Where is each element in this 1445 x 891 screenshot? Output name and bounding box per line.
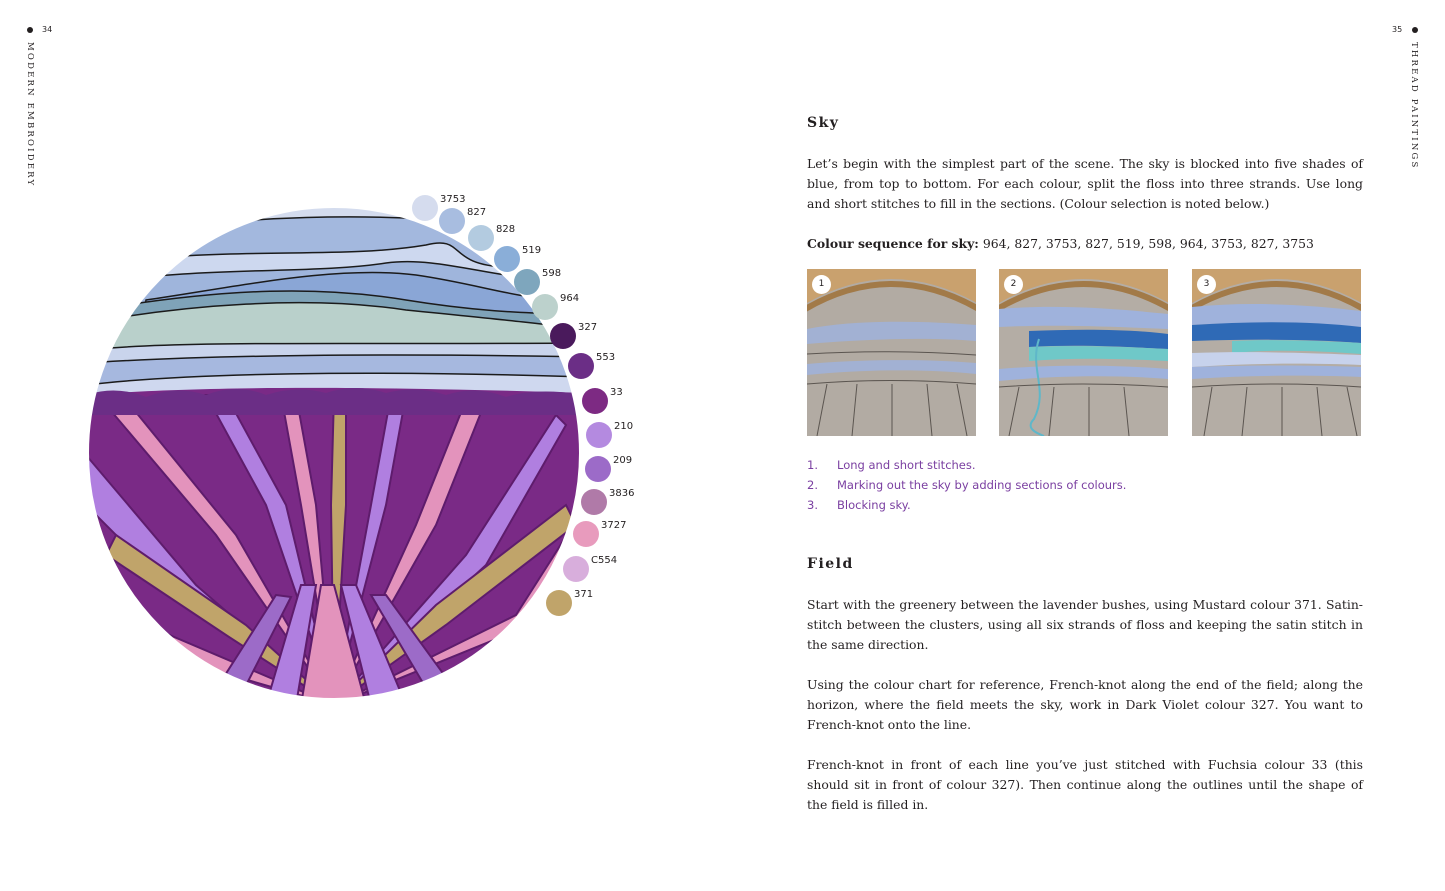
colour-sequence (807, 234, 1314, 254)
swatch-209 (585, 456, 611, 482)
page-number-left: 34 (42, 25, 53, 34)
swatch-label: 33 (610, 387, 623, 398)
photo-captions (807, 455, 1126, 515)
swatch-210 (586, 422, 612, 448)
folio-dot-left (27, 27, 33, 33)
running-head-right: THREAD PAINTINGS (1409, 42, 1419, 170)
caption-number: 3. (807, 498, 818, 512)
swatch-828 (468, 225, 494, 251)
running-head-left: MODERN EMBROIDERY (25, 42, 35, 188)
field-paragraph: Using the colour chart for reference, French-knot along the end of the field; along the horizon, where the field meets the sky, work in Dark Violet colour 327. You want to French-knot onto the line. (807, 677, 1363, 732)
swatch-label: 210 (614, 421, 634, 432)
swatch-label: 3836 (609, 488, 635, 499)
photo-2 (999, 269, 1168, 436)
swatch-327 (550, 323, 576, 349)
swatch-label: 827 (467, 207, 487, 218)
folio-dot-right (1412, 27, 1418, 33)
sky-heading: Sky (807, 115, 840, 131)
swatch-598 (514, 269, 540, 295)
photo-3-number: 3 (1197, 275, 1216, 294)
swatch-519 (494, 246, 520, 272)
field-paragraph: Start with the greenery between the lavender bushes, using Mustard colour 371. Satin-stitch between the clusters, using all six strands of floss and keeping the satin stitch in the same direction. (807, 597, 1363, 652)
swatch-371 (546, 590, 572, 616)
sky-paragraph-text: Let’s begin with the simplest part of the scene. The sky is blocked into five shades of blue, from top to bottom. For each colour, split the floss into three strands. Use long and short stitches to fill in the sections. (Colour selection is noted below.) (807, 156, 1363, 211)
swatch-553 (568, 353, 594, 379)
caption-text: Long and short stitches. (837, 458, 976, 472)
swatch-label: 828 (496, 224, 516, 235)
swatch-3753 (412, 195, 438, 221)
swatch-label: 209 (613, 455, 633, 466)
photo-1-number: 1 (812, 275, 831, 294)
caption-item (807, 455, 1126, 475)
swatch-33 (582, 388, 608, 414)
photo-2-number: 2 (1004, 275, 1023, 294)
swatch-964 (532, 294, 558, 320)
swatch-label: 964 (560, 293, 580, 304)
swatch-label: 327 (578, 322, 598, 333)
colour-sequence-label: Colour sequence for sky: (807, 236, 979, 251)
page-number-right: 35 (1392, 25, 1403, 34)
caption-number: 2. (807, 478, 818, 492)
swatch-3836 (581, 489, 607, 515)
swatch-label: 3727 (601, 520, 627, 531)
caption-text: Blocking sky. (837, 498, 911, 512)
caption-item (807, 475, 1126, 495)
swatch-3727 (573, 521, 599, 547)
swatch-827 (439, 208, 465, 234)
swatch-label: 553 (596, 352, 616, 363)
caption-number: 1. (807, 458, 818, 472)
sky-paragraph (807, 154, 1363, 214)
swatch-label: 598 (542, 268, 562, 279)
swatch-label: 3753 (440, 194, 466, 205)
swatch-C554 (563, 556, 589, 582)
lavender-field-illustration (86, 205, 586, 705)
field-heading: Field (807, 556, 854, 572)
swatch-label: C554 (591, 555, 618, 566)
colour-sequence-values: 964, 827, 3753, 827, 519, 598, 964, 3753, 827, 3753 (978, 236, 1314, 251)
photo-1 (807, 269, 976, 436)
caption-item (807, 495, 1126, 515)
swatch-label: 519 (522, 245, 542, 256)
swatch-label: 371 (574, 589, 594, 600)
photo-3 (1192, 269, 1361, 436)
caption-text: Marking out the sky by adding sections of colours. (837, 478, 1127, 492)
field-section (807, 595, 1363, 815)
field-paragraph: French-knot in front of each line you’ve just stitched with Fuchsia colour 33 (this should sit in front of colour 327). Then continue along the outlines until the shape of the field is filled in. (807, 757, 1363, 812)
